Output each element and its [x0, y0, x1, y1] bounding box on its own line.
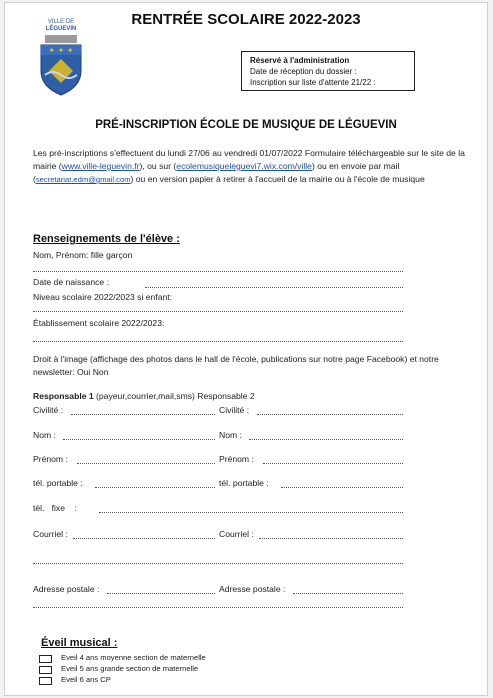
guardian2-civility-label: Civilité :	[219, 405, 250, 415]
eveil-section-heading: Éveil musical :	[41, 637, 118, 649]
admin-heading: Réservé à l'administration	[250, 56, 350, 65]
guardians-heading-rest: (payeur,courrier,mail,sms) Responsable 2	[93, 391, 255, 401]
guardian1-civility-line[interactable]	[71, 414, 215, 415]
guardian1-email-label: Courriel :	[33, 529, 68, 539]
guardian1-civility-label: Civilité :	[33, 405, 64, 415]
intro-text-1: Les pré-inscriptions s'effectuent du lundi 27/06 au vendredi 01/07/2022 Formulaire téléchargeable sur le site de la mairie (	[33, 148, 465, 171]
student-name-label: Nom, Prénom: fille garçon	[33, 250, 133, 260]
image-rights-consent: Droit à l'image (affichage des photos dans le hall de l'école, publications sur notre page Facebook) et notre newsletter: Oui Non	[33, 354, 439, 377]
school-name-line[interactable]	[33, 341, 403, 342]
guardian1-address-label: Adresse postale :	[33, 584, 100, 594]
guardian1-address-line[interactable]	[107, 593, 215, 594]
crest-shield-icon	[35, 35, 87, 97]
guardian2-civility-line[interactable]	[257, 414, 403, 415]
guardian1-mobile-line[interactable]	[95, 487, 215, 488]
address-extra-line[interactable]	[33, 607, 403, 608]
guardian1-firstname-label: Prénom :	[33, 454, 68, 464]
secretariat-email-link[interactable]: secretariat.edm@gmail.com	[35, 175, 131, 184]
svg-text:✦ ✦ ✦: ✦ ✦ ✦	[48, 46, 74, 55]
school-level-line[interactable]	[33, 311, 403, 312]
admin-reserved-box	[241, 51, 415, 91]
eveil-6-label: Eveil 6 ans CP	[61, 675, 111, 684]
guardian1-firstname-line[interactable]	[77, 463, 215, 464]
guardian1-landline-label: tél. fixe :	[33, 503, 77, 513]
school-website-link[interactable]: ecolemusiqueleguevi7.wix.com/ville	[176, 161, 312, 171]
guardian1-lastname-line[interactable]	[63, 439, 215, 440]
guardian1-email-line[interactable]	[73, 538, 215, 539]
crest-town-line1: VILLE DE	[47, 19, 75, 25]
guardian1-heading: Responsable 1	[33, 391, 94, 401]
intro-text-2: ), ou sur (	[139, 161, 177, 171]
crest-town-line2: LÉGUEVIN	[45, 26, 77, 32]
town-coat-of-arms-icon	[35, 19, 87, 99]
guardian2-mobile-label: tél. portable :	[219, 478, 269, 488]
form-subtitle: PRÉ-INSCRIPTION ÉCOLE DE MUSIQUE DE LÉGUEVIN	[95, 119, 397, 131]
page-title: RENTRÉE SCOLAIRE 2022-2023	[131, 11, 361, 28]
guardian2-email-line[interactable]	[259, 538, 403, 539]
intro-text-3: ) ou en envoie par mail (	[33, 161, 400, 184]
admin-waiting-list: Inscription sur liste d'attente 21/22 :	[250, 78, 376, 87]
birth-date-line[interactable]	[145, 287, 403, 288]
admin-reception-date: Date de réception du dossier :	[250, 67, 357, 76]
intro-text-4: ) ou en version papier à retirer à l'accueil de la mairie ou à l'école de musique	[130, 174, 425, 184]
form-page	[4, 2, 488, 696]
birth-date-label: Date de naissance :	[33, 277, 109, 287]
eveil-4-checkbox[interactable]	[39, 655, 52, 663]
email-extra-line[interactable]	[33, 563, 403, 564]
guardian2-address-line[interactable]	[293, 593, 403, 594]
eveil-6-checkbox[interactable]	[39, 677, 52, 685]
intro-paragraph	[33, 147, 473, 186]
school-name-label: Établissement scolaire 2022/2023:	[33, 318, 165, 328]
guardian2-lastname-label: Nom :	[219, 430, 242, 440]
mairie-website-link[interactable]: www.ville-leguevin.fr	[61, 161, 140, 171]
eveil-4-label: Eveil 4 ans moyenne section de maternelle	[61, 653, 206, 662]
guardian2-firstname-line[interactable]	[263, 463, 403, 464]
eveil-5-checkbox[interactable]	[39, 666, 52, 674]
guardians-heading	[33, 391, 255, 401]
guardian2-address-label: Adresse postale :	[219, 584, 286, 594]
guardian2-mobile-line[interactable]	[281, 487, 403, 488]
guardian2-firstname-label: Prénom :	[219, 454, 254, 464]
student-name-line[interactable]	[33, 271, 403, 272]
guardian1-mobile-label: tél. portable :	[33, 478, 83, 488]
school-level-label: Niveau scolaire 2022/2023 si enfant:	[33, 292, 173, 302]
guardian1-lastname-label: Nom :	[33, 430, 56, 440]
guardian2-email-label: Courriel :	[219, 529, 254, 539]
student-section-heading: Renseignements de l'élève :	[33, 233, 180, 245]
eveil-5-label: Eveil 5 ans grande section de maternelle	[61, 664, 199, 673]
guardian2-lastname-line[interactable]	[249, 439, 403, 440]
landline-line[interactable]	[99, 512, 403, 513]
